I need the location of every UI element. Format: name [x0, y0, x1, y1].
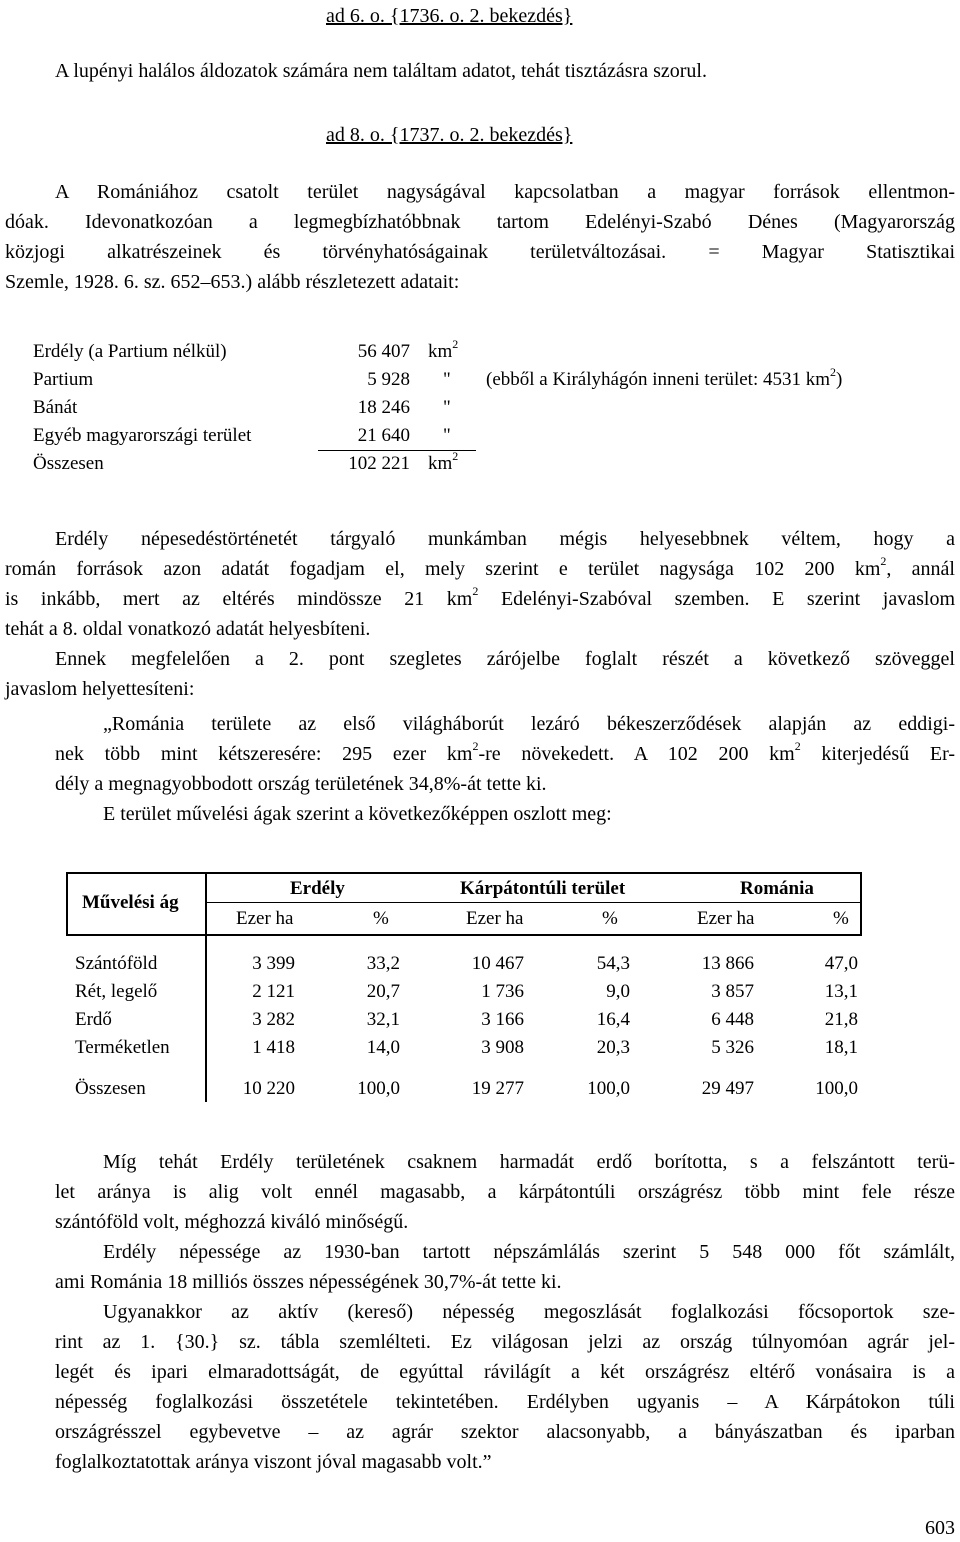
table-cell: 2 121 [252, 981, 295, 1002]
table-cell: 13 866 [701, 953, 754, 974]
table-cell: 33,2 [366, 953, 400, 974]
paragraph-6-line: ami Románia 18 milliós összes népességének 30,7%-át tette ki. [55, 1271, 562, 1293]
area-value: 56 407 [357, 341, 410, 362]
paragraph-3-line: tehát a 8. oldal vonatkozó adatát helyesbíteni. [5, 618, 371, 640]
area-unit: " [443, 369, 451, 390]
table-total-cell: 10 220 [242, 1078, 295, 1099]
table-group-rule [206, 902, 862, 903]
paragraph-3-line: is inkább, mert az eltérés mindössze 21 $km^2$ Edelényi-Szabóval szemben. E szerint javaslom [5, 584, 955, 610]
paragraph-2-line: A Romániához csatolt terület nagyságával kapcsolatban a magyar források ellentmon- [55, 181, 955, 203]
paragraph-7-line: országrésszel egybevetve – az agrár szektor alacsonyabb, a bányászatban és iparban [55, 1421, 955, 1443]
table-total-cell: 100,0 [587, 1078, 630, 1099]
quote-line: nek több mint kétszeresére: 295 ezer $km^2-re$ növekedett. A 102 200 $km^2$ kiterjedésű Er- [55, 739, 956, 765]
table-top-rule [66, 872, 862, 874]
paragraph-2-line: dóak. Idevonatkozóan a legmegbízhatóbbnak tartom Edelényi-Szabó Dénes (Magyarország [5, 211, 955, 233]
area-name: Összesen [33, 453, 104, 474]
table-cell: 6 448 [711, 1009, 754, 1030]
area-value: 21 640 [357, 425, 410, 446]
table-header-rule [66, 934, 862, 936]
table-cell: 9,0 [606, 981, 630, 1002]
paragraph-6-line: Erdély népessége az 1930-ban tartott népszámlálás szerint 5 548 000 főt számlált, [103, 1241, 955, 1263]
paragraph-4-line: Ennek megfelelően a 2. pont szegletes zárójelbe foglalt részét a következő szöveggel [55, 648, 955, 670]
table-group-header: Erdély [290, 878, 345, 899]
paragraph-1: A lupényi halálos áldozatok számára nem találtam adatot, tehát tisztázásra szorul. [55, 60, 707, 82]
table-left-rule [66, 872, 68, 936]
table-subheader: % [602, 908, 618, 929]
table-cell: 3 282 [252, 1009, 295, 1030]
quote-line: dély a megnagyobbodott ország területének 34,8%-át tette ki. [55, 773, 547, 795]
paragraph-7-line: foglalkoztatottak aránya viszont jóval magasabb volt.” [55, 1451, 492, 1473]
table-cell: 13,1 [824, 981, 858, 1002]
area-unit: " [443, 397, 451, 418]
section-heading-1: ad 6. o. {1736. o. 2. bekezdés} [326, 5, 573, 27]
table-subheader: Ezer ha [236, 908, 294, 929]
table-cell: 3 399 [252, 953, 295, 974]
table-row-label: Szántóföld [75, 953, 158, 974]
table-total-cell: 19 277 [471, 1078, 524, 1099]
table-label-rule [205, 872, 207, 1102]
area-value: 102 221 [348, 453, 410, 474]
area-unit: " [443, 425, 451, 446]
table-subheader: % [373, 908, 389, 929]
table-cell: 10 467 [471, 953, 524, 974]
table-row-label: Rét, legelő [75, 981, 158, 1002]
area-value: 18 246 [357, 397, 410, 418]
paragraph-3-line: román források azon adatát fogadjam el, mely szerint e terület nagysága 102 200 $km^2$, annál [5, 554, 955, 580]
page-number: 603 [925, 1517, 955, 1539]
area-name: Egyéb magyarországi terület [33, 425, 252, 446]
paragraph-3-line: Erdély népesedéstörténetét tárgyaló munkámban mégis helyesebbnek véltem, hogy a [55, 528, 955, 550]
table-cell: 16,4 [596, 1009, 630, 1030]
table-total-cell: 100,0 [815, 1078, 858, 1099]
table-total-cell: 29 497 [701, 1078, 754, 1099]
table-cell: 1 418 [252, 1037, 295, 1058]
table-row-label: Erdő [75, 1009, 112, 1030]
section-heading-2: ad 8. o. {1737. o. 2. bekezdés} [326, 124, 573, 146]
table-cell: 14,0 [366, 1037, 400, 1058]
quote-line: E terület művelési ágak szerint a következőképpen oszlott meg: [103, 803, 612, 825]
table-right-rule [860, 872, 862, 936]
table-total-cell: 100,0 [357, 1078, 400, 1099]
table-cell: 3 166 [481, 1009, 524, 1030]
paragraph-4-line: javaslom helyettesíteni: [5, 678, 195, 700]
table-cell: 5 326 [711, 1037, 754, 1058]
paragraph-7-line: Ugyanakkor az aktív (kereső) népesség megoszlását foglalkozási főcsoportok sze- [103, 1301, 955, 1323]
paragraph-5-line: let aránya is alig volt ennél magasabb, a kárpátontúli országrész több mint fele része [55, 1181, 955, 1203]
quote-line: „Románia területe az első világháborút lezáró békeszerződések alapján az eddigi- [103, 713, 955, 735]
table-corner-header: Művelési ág [82, 892, 179, 913]
table-subheader: % [833, 908, 849, 929]
table-row-label: Terméketlen [75, 1037, 170, 1058]
table-group-header: Kárpátontúli terület [460, 878, 626, 899]
area-name: Partium [33, 369, 94, 390]
table-cell: 3 857 [711, 981, 754, 1002]
paragraph-2-line: közjogi alkatrészeinek és törvényhatóságainak területváltozásai. = Magyar Statisztikai [5, 241, 955, 263]
table-cell: 20,7 [366, 981, 400, 1002]
table-cell: 47,0 [824, 953, 858, 974]
table-cell: 54,3 [596, 953, 630, 974]
paragraph-5-line: Míg tehát Erdély területének csaknem harmadát erdő borította, s a felszántott terü- [103, 1151, 955, 1173]
area-unit: $km^2$ [428, 336, 459, 362]
paragraph-7-line: rint az 1. {30.} sz. tábla szemlélteti. Ez világosan jelzi az ország túlnyomóan agrár jel- [55, 1331, 955, 1353]
paragraph-5-line: szántóföld volt, méghozzá kiváló minőségű. [55, 1211, 409, 1233]
table-cell: 21,8 [824, 1009, 858, 1030]
table-subheader: Ezer ha [697, 908, 755, 929]
table-cell: 3 908 [481, 1037, 524, 1058]
area-value: 5 928 [367, 369, 410, 390]
table-group-header: Románia [740, 878, 814, 899]
table-subheader: Ezer ha [466, 908, 524, 929]
paragraph-7-line: legét és ipari elmaradottságát, de egyúttal rávilágít a két országrész eltérő vonásaira is a [55, 1361, 955, 1383]
area-name: Bánát [33, 397, 78, 418]
paragraph-2-line: Szemle, 1928. 6. sz. 652–653.) alább részletezett adatait: [5, 271, 460, 293]
table-total-label: Összesen [75, 1078, 146, 1099]
area-unit: $km^2$ [428, 448, 459, 474]
paragraph-7-line: népesség foglalkozási összetétele tekintetében. Erdélyben ugyanis – A Kárpátokon túli [55, 1391, 955, 1413]
area-note: (ebből a Királyhágón inneni terület: 4531 $km^2$) [486, 364, 843, 390]
table-cell: 20,3 [596, 1037, 630, 1058]
table-cell: 18,1 [824, 1037, 858, 1058]
table-cell: 32,1 [366, 1009, 400, 1030]
area-name: Erdély (a Partium nélkül) [33, 341, 227, 362]
table-cell: 1 736 [481, 981, 524, 1002]
